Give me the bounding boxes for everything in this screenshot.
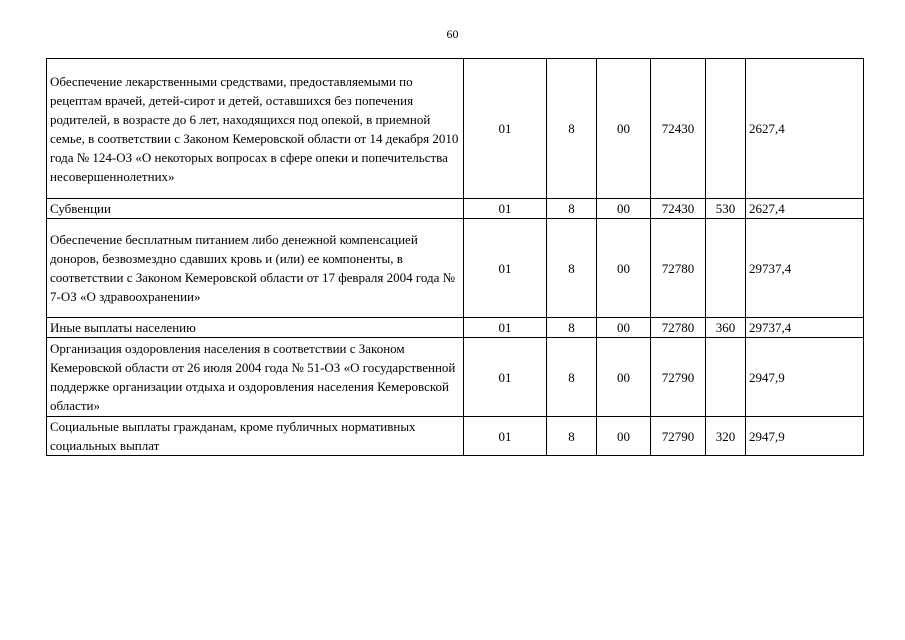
article-code: 72780 <box>651 318 706 338</box>
table-row <box>47 318 864 338</box>
program-code: 00 <box>597 318 651 338</box>
section-code: 01 <box>464 417 547 456</box>
expense-type-code <box>706 338 746 417</box>
expense-type-code <box>706 219 746 318</box>
amount: 2627,4 <box>746 199 864 219</box>
subsection-code: 8 <box>547 417 597 456</box>
amount: 2947,9 <box>746 417 864 456</box>
expense-type-code: 360 <box>706 318 746 338</box>
article-code: 72430 <box>651 59 706 199</box>
row-name: Обеспечение бесплатным питанием либо денежной компенсацией доноров, безвозмездно сдавших кровь и (или) ее компоненты, в соответствии с Законом Кемеровской области от 17 февраля 2004 года № 7-ОЗ «О здравоохранении» <box>47 219 464 318</box>
amount: 29737,4 <box>746 219 864 318</box>
article-code: 72790 <box>651 338 706 417</box>
row-name: Субвенции <box>47 199 464 219</box>
expense-type-code: 530 <box>706 199 746 219</box>
section-code: 01 <box>464 338 547 417</box>
row-name: Организация оздоровления населения в соответствии с Законом Кемеровской области от 26 июля 2004 года № 51-ОЗ «О государственной поддержке организации отдыха и оздоровления населения Кемеровской области» <box>47 338 464 417</box>
table-row <box>47 59 864 199</box>
program-code: 00 <box>597 219 651 318</box>
amount: 2627,4 <box>746 59 864 199</box>
expense-type-code <box>706 59 746 199</box>
table-row <box>47 219 864 318</box>
amount: 2947,9 <box>746 338 864 417</box>
section-code: 01 <box>464 59 547 199</box>
subsection-code: 8 <box>547 338 597 417</box>
subsection-code: 8 <box>547 59 597 199</box>
article-code: 72430 <box>651 199 706 219</box>
program-code: 00 <box>597 199 651 219</box>
page-number: 60 <box>446 27 459 41</box>
program-code: 00 <box>597 59 651 199</box>
budget-table <box>46 58 864 456</box>
table-row <box>47 199 864 219</box>
expense-type-code: 320 <box>706 417 746 456</box>
amount: 29737,4 <box>746 318 864 338</box>
section-code: 01 <box>464 219 547 318</box>
row-name: Обеспечение лекарственными средствами, предоставляемыми по рецептам врачей, детей-сирот и детей, оставшихся без попечения родителей, в возрасте до 6 лет, находящихся под опекой, в приемной семье, в соответствии с Законом Кемеровской области от 14 декабря 2010 года № 124-ОЗ «О некоторых вопросах в сфере опеки и попечительства несовершеннолетних» <box>47 59 464 199</box>
article-code: 72780 <box>651 219 706 318</box>
row-name: Иные выплаты населению <box>47 318 464 338</box>
subsection-code: 8 <box>547 318 597 338</box>
article-code: 72790 <box>651 417 706 456</box>
table-row <box>47 417 864 456</box>
section-code: 01 <box>464 199 547 219</box>
program-code: 00 <box>597 417 651 456</box>
table-row <box>47 338 864 417</box>
section-code: 01 <box>464 318 547 338</box>
program-code: 00 <box>597 338 651 417</box>
subsection-code: 8 <box>547 219 597 318</box>
row-name: Социальные выплаты гражданам, кроме публичных нормативных социальных выплат <box>47 417 464 456</box>
subsection-code: 8 <box>547 199 597 219</box>
